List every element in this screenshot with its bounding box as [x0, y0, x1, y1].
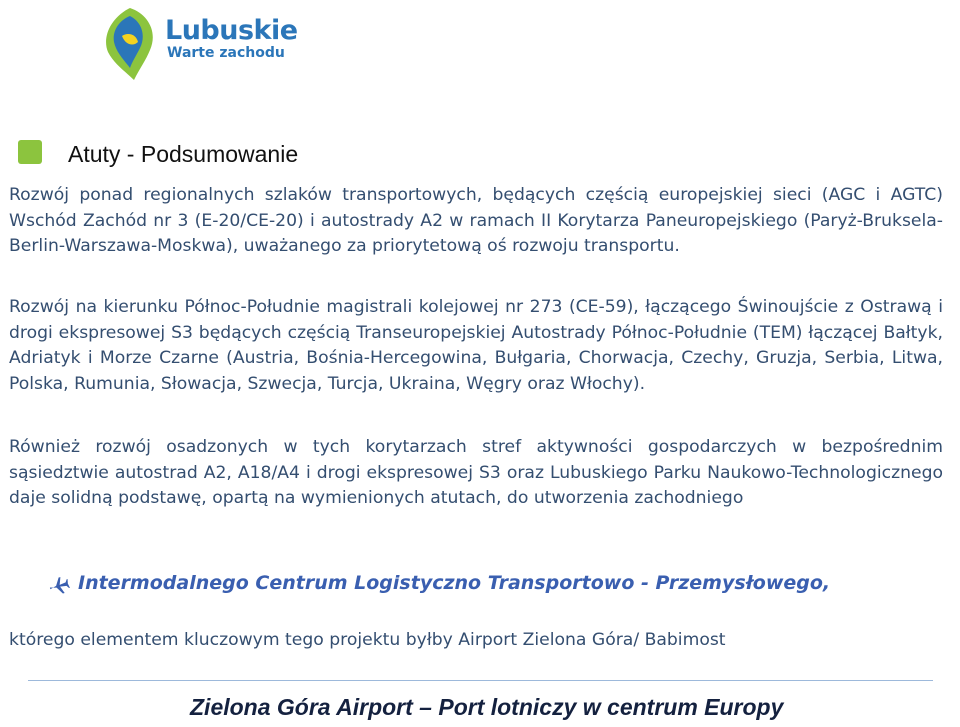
lubuskie-emblem-icon [100, 6, 162, 86]
airplane-icon [48, 575, 70, 597]
highlight-text: Intermodalnego Centrum Logistyczno Transportowo - Przemysłowego, [78, 572, 831, 594]
logo-name: Lubuskie [165, 15, 298, 46]
closing-text: którego elementem kluczowym tego projektu byłby Airport Zielona Góra/ Babimost [9, 630, 726, 650]
paragraph-1: Rozwój ponad regionalnych szlaków transportowych, będących częścią europejskiej sieci (AGC i AGTC) Wschód Zachód nr 3 (E-20/CE-20) i autostrady A2 w ramach II Korytarza Paneuropejskiego (Paryż-Bruksela-Berlin-Warszawa-Moskwa), uważanego za priorytetową oś rozwoju transportu. [9, 185, 943, 256]
lubuskie-logo [100, 4, 298, 94]
title-bullet [18, 140, 42, 164]
footer-text: Zielona Góra Airport – Port lotniczy w centrum Europy [190, 694, 784, 720]
paragraph-3: Również rozwój osadzonych w tych korytarzach stref aktywności gospodarczych w bezpośrednim sąsiedztwie autostrad A2, A18/A4 i drogi ekspresowej S3 oraz Lubuskiego Parku Naukowo-Technologicznego daje solidną podstawę, opartą na wymienionych atutach, do utworzenia zachodniego [9, 437, 943, 508]
slide-title: Atuty - Podsumowanie [68, 141, 299, 167]
footer-divider [28, 680, 933, 681]
logo-tagline: Warte zachodu [167, 45, 285, 61]
paragraph-2: Rozwój na kierunku Północ-Południe magistrali kolejowej nr 273 (CE-59), łączącego Świnoujście z Ostrawą i drogi ekspresowej S3 będących częścią Transeuropejskiej Autostrady Północ-Południe (TEM) łączącej Bałtyk, Adriatyk i Morze Czarne (Austria, Bośnia-Hercegowina, Bułgaria, Chorwacja, Czechy, Gruzja, Serbia, Litwa, Polska, Rumunia, Słowacja, Szwecja, Turcja, Ukraina, Węgry oraz Włochy). [9, 297, 943, 394]
